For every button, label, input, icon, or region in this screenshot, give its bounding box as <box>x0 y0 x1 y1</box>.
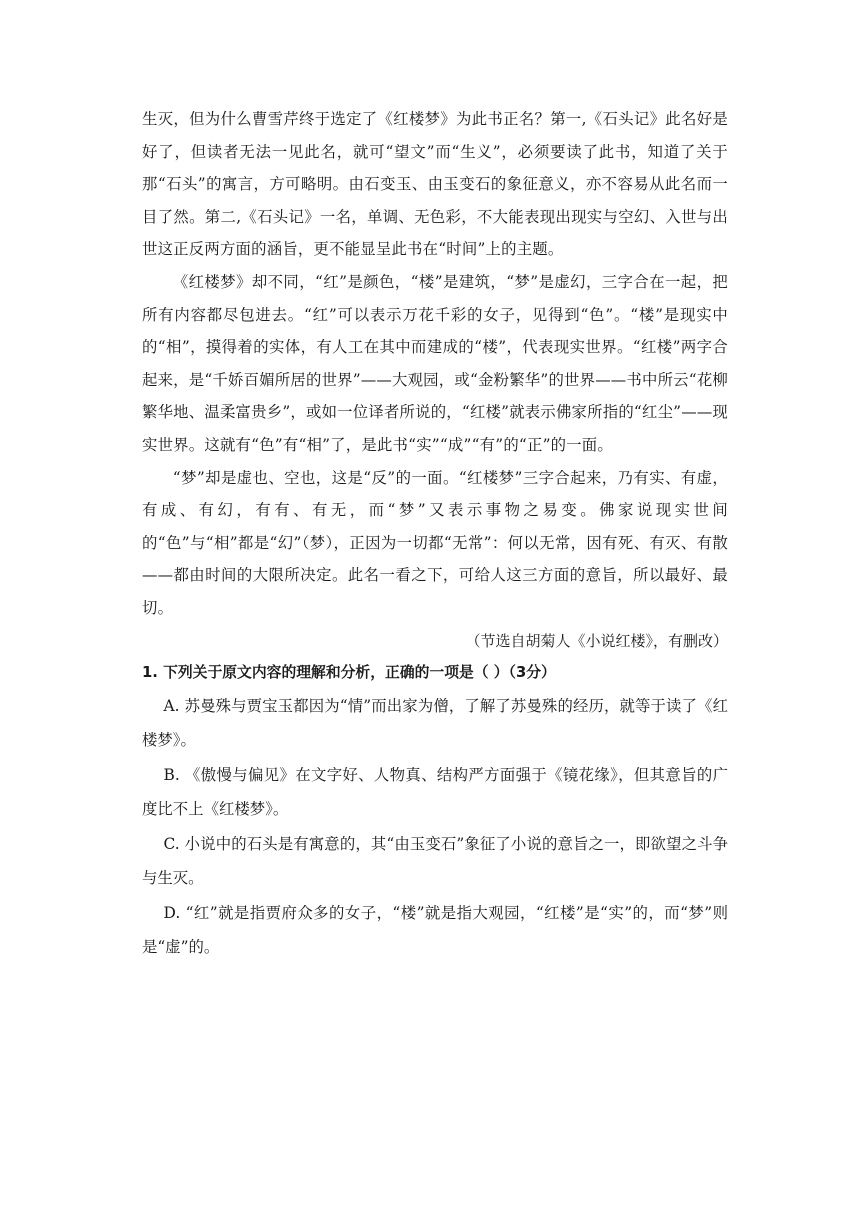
passage-paragraph-1: 生灭，但为什么曹雪芹终于选定了《红楼梦》为此书正名？第一,《石头记》此名好是好了，但读者无法一见此名，就可“望文”而“生义”，必须要读了此书，知道了关于那“石头”的寓言，方可略明。由石变玉、由玉变石的象征意义，亦不容易从此名而一目了然。第二,《石头记》一名，单调、无色彩，不大能表现出现实与空幻、入世与出世这正反两方面的涵旨，更不能显呈此书在“时间”上的主题。 <box>142 110 728 259</box>
passage-source: （节选自胡菊人《小说红楼》，有删改） <box>465 631 728 650</box>
passage-paragraph-2: 《红楼梦》却不同，“红”是颜色，“楼”是建筑，“梦”是虚幻，三字合在一起，把所有内容都尽包进去。“红”可以表示万花千彩的女子，见得到“色”。“楼”是现实中的“相”，摸得着的实体，有人工在其中而建成的“楼”，代表现实世界。“红楼”两字合起来，是“千娇百媚所居的世界”——大观园，或“金粉繁华”的世界——书中所云“花柳繁华地、温柔富贵乡”，或如一位译者所说的，“红楼”就表示佛家所指的“红尘”——现实世界。这就有“色”有“相”了，是此书“实”“成”“有”的“正”的一面。 <box>142 272 729 454</box>
question-block <box>142 657 728 965</box>
option-a[interactable]: A. 苏曼殊与贾宝玉都因为“情”而出家为僧，了解了苏曼殊的经历，就等于读了《红楼梦》。 <box>142 696 728 749</box>
option-c[interactable]: C. 小说中的石头是有寓意的，其“由玉变石”象征了小说的意旨之一，即欲望之斗争与生灭。 <box>142 834 728 887</box>
option-b[interactable]: B. 《傲慢与偏见》在文字好、人物真、结构严方面强于《镜花缘》，但其意旨的广度比不上《红楼梦》。 <box>142 765 728 818</box>
option-d[interactable]: D. “红”就是指贾府众多的女子，“楼”就是指大观园，“红楼”是“实”的，而“梦”则是“虚”的。 <box>142 903 728 956</box>
question-stem: 1. 下列关于原文内容的理解和分析，正确的一项是（ ）（3分） <box>142 663 556 681</box>
passage-paragraph-3: “梦”却是虚也、空也，这是“反”的一面。“红楼梦”三字合起来，乃有实、有虚，有成、有幻，有有、有无，而“梦”又表示事物之易变。佛家说现实世间的“色”与“相”都是“幻”（梦），正因为一切都“无常”：何以无常，因有死、有灭、有散——都由时间的大限所决定。此名一看之下，可给人这三方面的意旨，所以最好、最切。 <box>142 468 728 617</box>
document-page <box>142 103 728 965</box>
